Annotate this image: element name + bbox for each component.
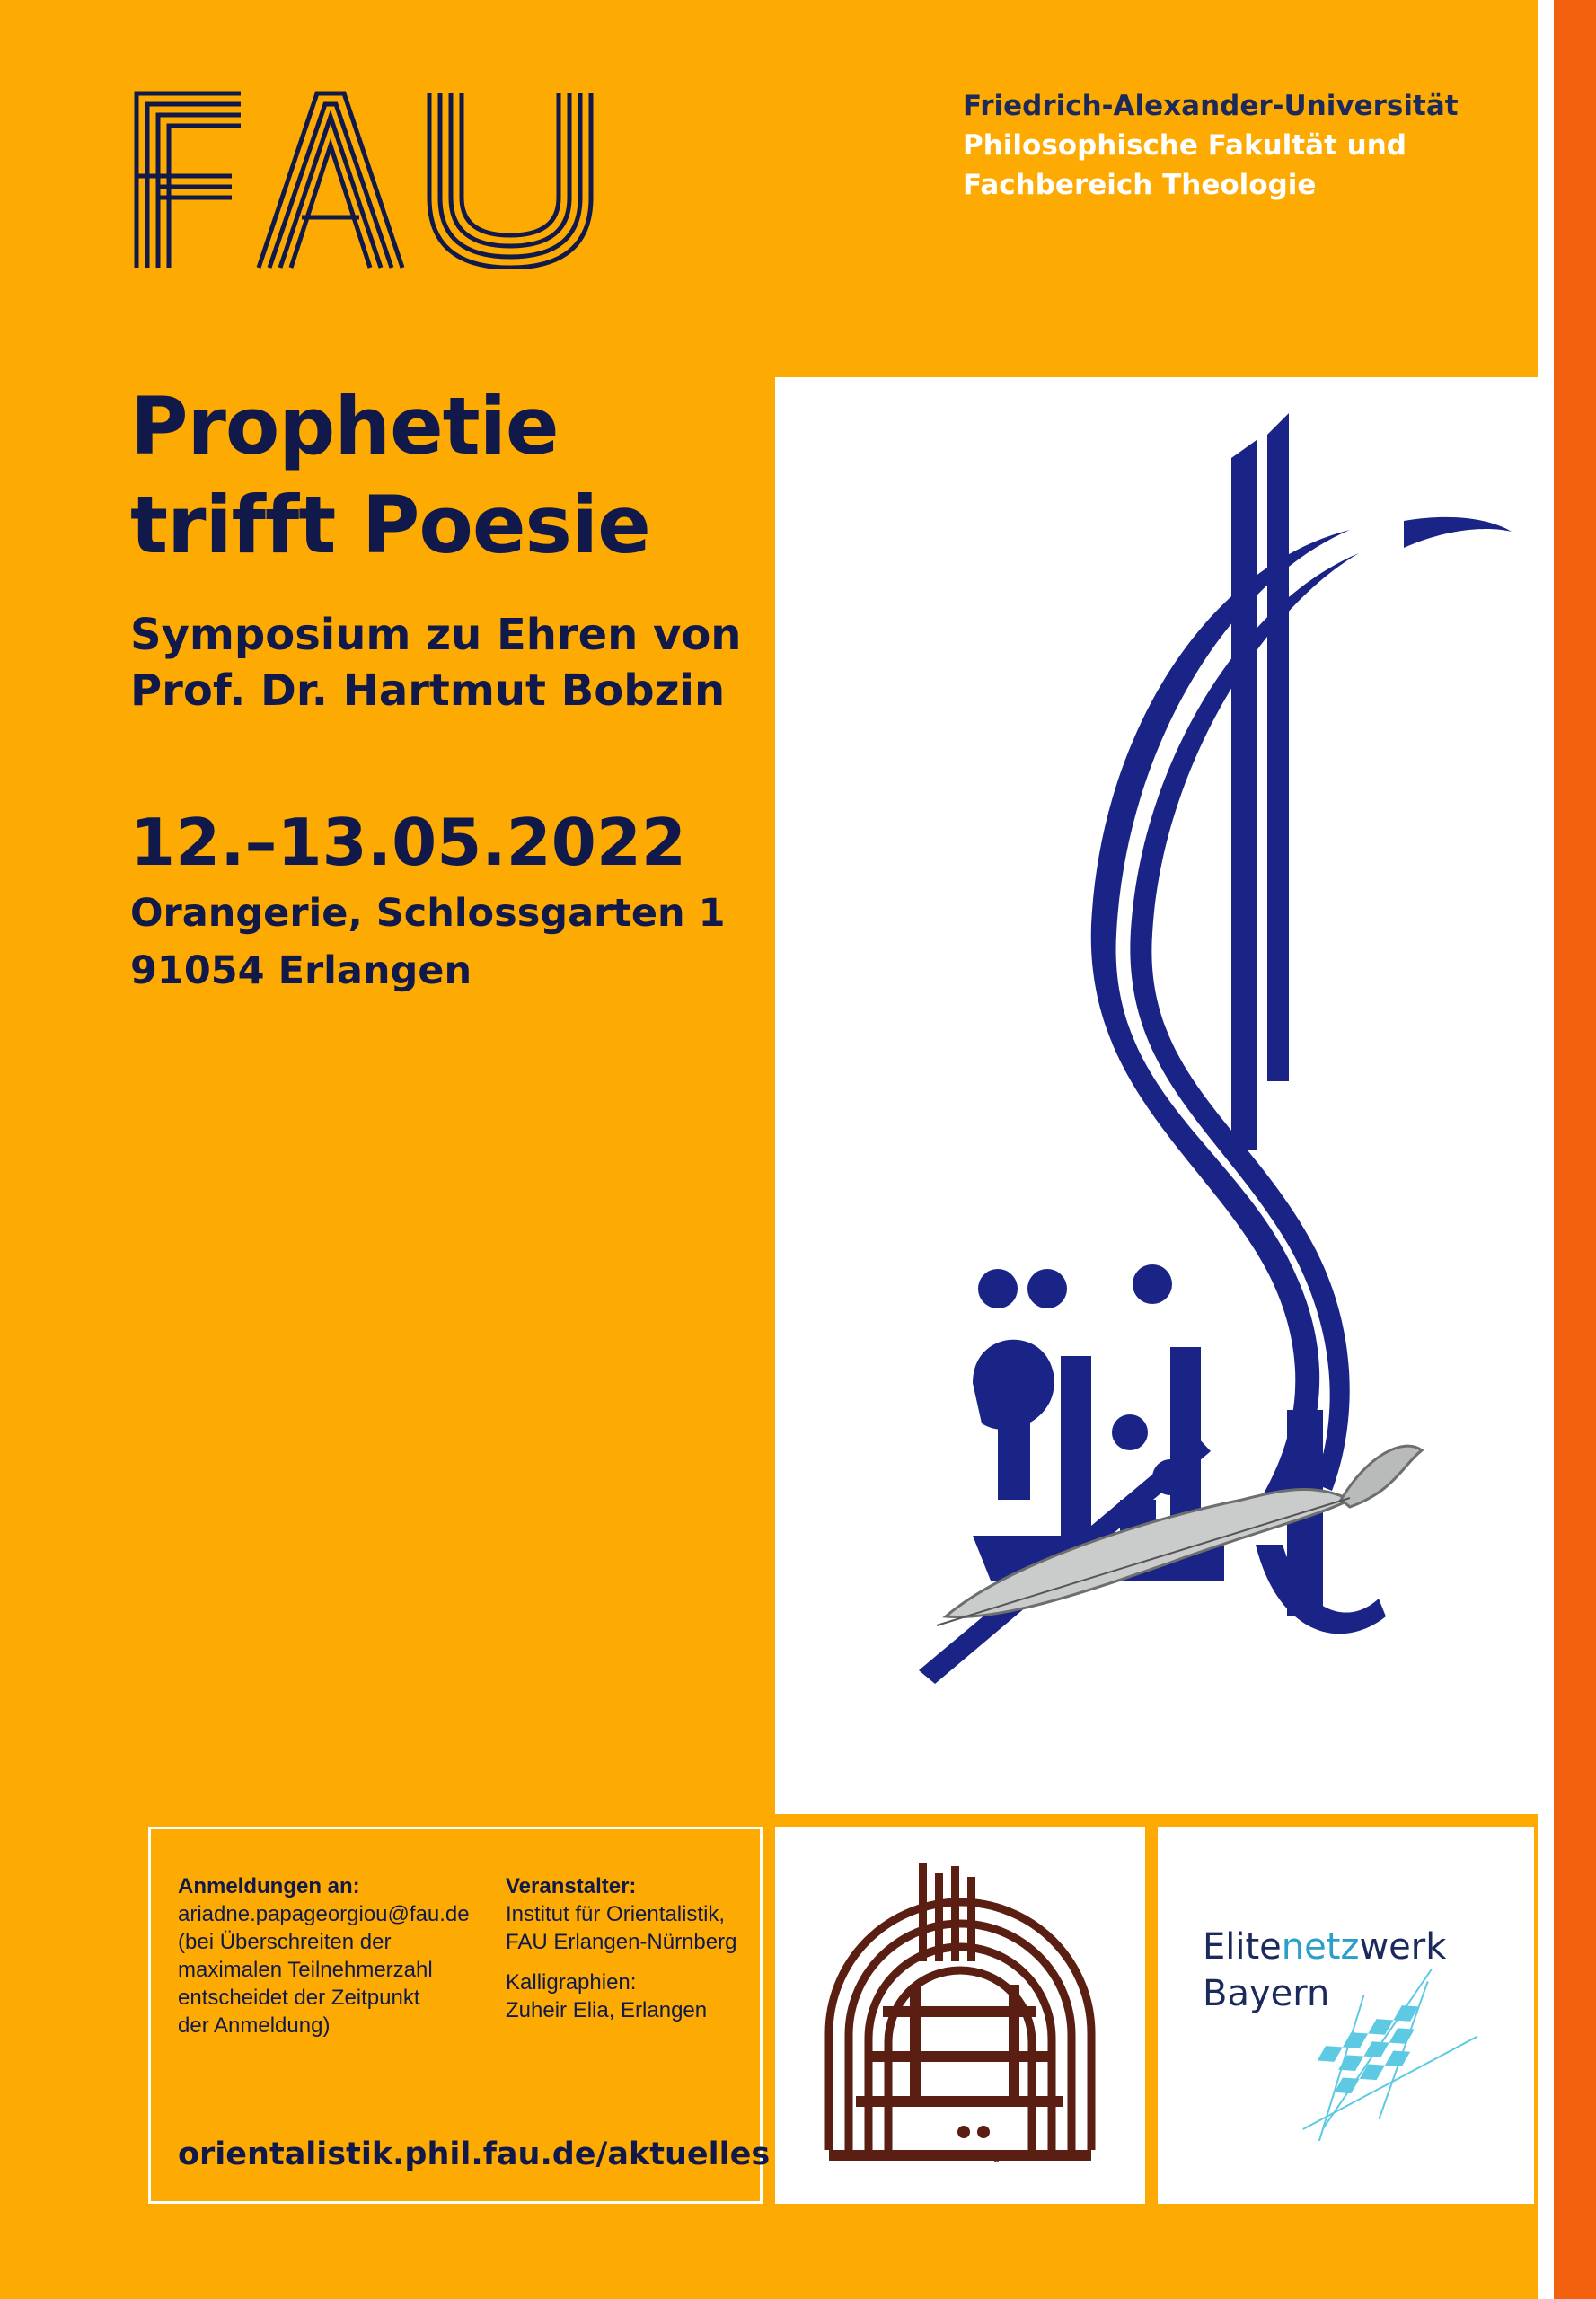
title-line-2: trifft Poesie xyxy=(130,479,650,571)
elitenetzwerk-logo-box xyxy=(1158,1827,1534,2204)
orientalistik-caption: Orientalistik Erlangen xyxy=(909,2152,1011,2162)
title-line-1: Prophetie xyxy=(130,380,559,472)
organizer-line-1: Institut für Orientalistik, xyxy=(506,1902,726,1926)
event-venue xyxy=(130,885,726,1000)
event-title xyxy=(130,377,650,575)
orientalistik-logo-box xyxy=(775,1827,1145,2204)
elitenetzwerk-line-2: Bayern xyxy=(1203,1973,1330,2014)
registration-note-line: maximalen Teilnehmerzahl xyxy=(178,1958,433,1982)
fau-logo xyxy=(133,90,604,269)
registration-email[interactable]: ariadne.papageorgiou@fau.de xyxy=(178,1902,470,1926)
faculty-line-2: Fachbereich Theologie xyxy=(963,169,1317,201)
university-header xyxy=(963,86,1459,205)
subtitle-line-2: Prof. Dr. Hartmut Bobzin xyxy=(130,665,726,716)
organizer-column xyxy=(506,1872,766,2024)
subtitle-line-1: Symposium zu Ehren von xyxy=(130,610,742,660)
venue-line-2: 91054 Erlangen xyxy=(130,948,472,993)
bavarian-diamond-icon xyxy=(1158,1827,1534,2204)
website-link[interactable]: orientalistik.phil.fau.de/aktuelles xyxy=(178,2136,771,2172)
registration-column xyxy=(178,1872,497,2039)
registration-note-line: entscheidet der Zeitpunkt xyxy=(178,1986,420,2010)
registration-heading: Anmeldungen an: xyxy=(178,1874,360,1898)
edge-stripe-white xyxy=(1538,0,1554,2299)
elite-text: Elite xyxy=(1203,1926,1282,1968)
spacer xyxy=(506,1956,766,1969)
event-subtitle xyxy=(130,607,741,718)
registration-note-line: (bei Überschreiten der xyxy=(178,1930,392,1954)
calligraphy-credit-name: Zuheir Elia, Erlangen xyxy=(506,1998,708,2022)
registration-note-line: der Anmeldung) xyxy=(178,2013,331,2038)
orientalistik-emblem-icon xyxy=(775,1827,1145,2204)
edge-stripe-orange xyxy=(1554,0,1596,2299)
calligraphy-credit-label: Kalligraphien: xyxy=(506,1970,637,1995)
venue-line-1: Orangerie, Schlossgarten 1 xyxy=(130,891,726,936)
werk-text: werk xyxy=(1359,1926,1447,1968)
arabic-calligraphy-image xyxy=(775,377,1538,1814)
calligraphy-panel xyxy=(775,377,1538,1814)
organizer-heading: Veranstalter: xyxy=(506,1874,637,1898)
university-name: Friedrich-Alexander-Universität xyxy=(963,90,1459,122)
organizer-line-2: FAU Erlangen-Nürnberg xyxy=(506,1930,737,1954)
event-date: 12.–13.05.2022 xyxy=(130,805,687,880)
info-box xyxy=(148,1827,771,2204)
faculty-line-1: Philosophische Fakultät und xyxy=(963,129,1406,162)
netz-text: netz xyxy=(1281,1926,1360,1968)
